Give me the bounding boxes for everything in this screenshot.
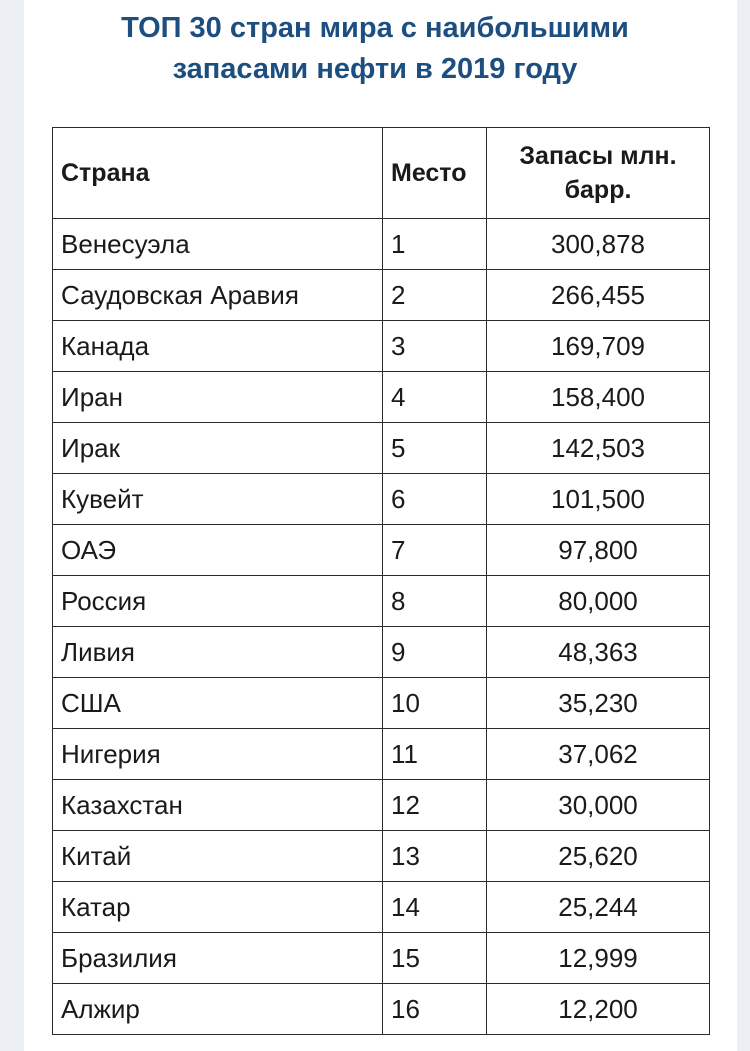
cell-reserves: 12,999 <box>487 933 710 984</box>
left-margin <box>0 0 24 1051</box>
cell-rank: 6 <box>383 474 487 525</box>
cell-reserves: 142,503 <box>487 423 710 474</box>
cell-reserves: 30,000 <box>487 780 710 831</box>
table-header-row <box>53 128 710 219</box>
table-row <box>53 780 710 831</box>
cell-reserves: 169,709 <box>487 321 710 372</box>
cell-rank: 15 <box>383 933 487 984</box>
table-row <box>53 831 710 882</box>
cell-country: Китай <box>53 831 383 882</box>
cell-reserves: 35,230 <box>487 678 710 729</box>
table-row <box>53 525 710 576</box>
table-row <box>53 576 710 627</box>
cell-country: Канада <box>53 321 383 372</box>
cell-reserves: 25,244 <box>487 882 710 933</box>
right-margin <box>737 0 750 1051</box>
table-row <box>53 423 710 474</box>
table-row <box>53 270 710 321</box>
cell-country: Саудовская Аравия <box>53 270 383 321</box>
cell-country: Казахстан <box>53 780 383 831</box>
cell-reserves: 37,062 <box>487 729 710 780</box>
cell-reserves: 300,878 <box>487 219 710 270</box>
cell-rank: 2 <box>383 270 487 321</box>
cell-country: Россия <box>53 576 383 627</box>
cell-reserves: 158,400 <box>487 372 710 423</box>
cell-rank: 11 <box>383 729 487 780</box>
table-row <box>53 474 710 525</box>
cell-country: Катар <box>53 882 383 933</box>
cell-rank: 1 <box>383 219 487 270</box>
oil-reserves-table <box>52 127 710 1035</box>
cell-rank: 12 <box>383 780 487 831</box>
table-row <box>53 678 710 729</box>
cell-reserves: 101,500 <box>487 474 710 525</box>
cell-rank: 10 <box>383 678 487 729</box>
cell-country: Иран <box>53 372 383 423</box>
header-rank: Место <box>383 128 487 219</box>
cell-reserves: 80,000 <box>487 576 710 627</box>
cell-rank: 4 <box>383 372 487 423</box>
cell-country: Ливия <box>53 627 383 678</box>
cell-rank: 14 <box>383 882 487 933</box>
cell-country: Нигерия <box>53 729 383 780</box>
cell-reserves: 25,620 <box>487 831 710 882</box>
table-row <box>53 729 710 780</box>
cell-rank: 7 <box>383 525 487 576</box>
cell-reserves: 48,363 <box>487 627 710 678</box>
cell-reserves: 266,455 <box>487 270 710 321</box>
page-title-line-1: ТОП 30 стран мира с наибольшими <box>121 12 629 44</box>
cell-country: ОАЭ <box>53 525 383 576</box>
cell-country: Алжир <box>53 984 383 1035</box>
cell-country: США <box>53 678 383 729</box>
cell-rank: 13 <box>383 831 487 882</box>
table-row <box>53 882 710 933</box>
cell-rank: 9 <box>383 627 487 678</box>
cell-rank: 8 <box>383 576 487 627</box>
cell-reserves: 12,200 <box>487 984 710 1035</box>
table-row <box>53 372 710 423</box>
cell-country: Венесуэла <box>53 219 383 270</box>
table-body <box>53 219 710 1035</box>
table-row <box>53 321 710 372</box>
cell-rank: 16 <box>383 984 487 1035</box>
page-title <box>40 8 710 90</box>
table-row <box>53 933 710 984</box>
header-country: Страна <box>53 128 383 219</box>
cell-country: Кувейт <box>53 474 383 525</box>
table-row <box>53 984 710 1035</box>
cell-rank: 5 <box>383 423 487 474</box>
cell-country: Ирак <box>53 423 383 474</box>
page-title-line-2: запасами нефти в 2019 году <box>172 53 578 85</box>
header-reserves: Запасы млн. барр. <box>487 128 710 219</box>
cell-reserves: 97,800 <box>487 525 710 576</box>
table-row <box>53 219 710 270</box>
table-row <box>53 627 710 678</box>
cell-country: Бразилия <box>53 933 383 984</box>
cell-rank: 3 <box>383 321 487 372</box>
